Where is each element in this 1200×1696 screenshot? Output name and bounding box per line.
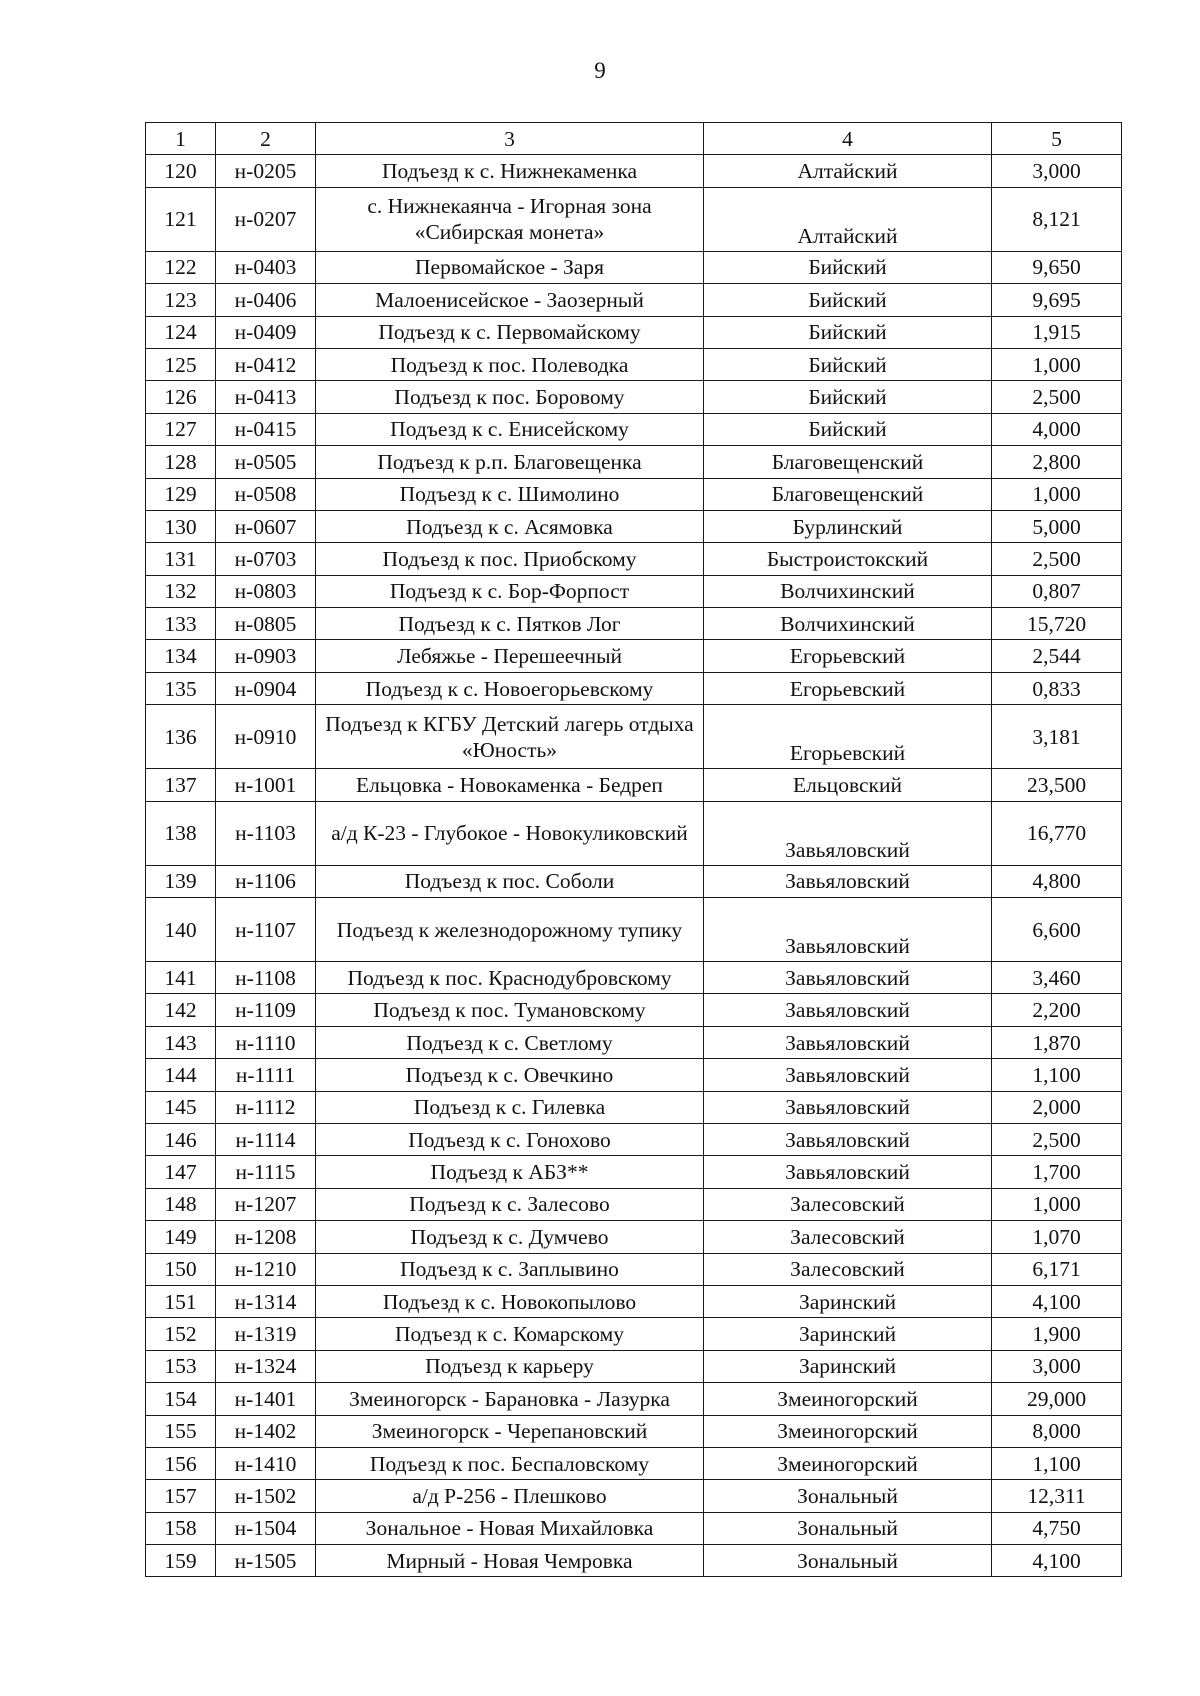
road-code-cell: н-1505 (216, 1545, 316, 1577)
road-name-cell: Подъезд к пос. Краснодубровскому (316, 962, 704, 994)
table-row (146, 316, 1122, 348)
district-cell: Заринский (704, 1285, 992, 1317)
table-row (146, 1221, 1122, 1253)
district-cell: Залесовский (704, 1221, 992, 1253)
road-name-cell: с. Нижнекаянча - Игорная зона «Сибирская монета» (316, 187, 704, 251)
length-cell: 6,171 (992, 1253, 1122, 1285)
table-row (146, 1156, 1122, 1188)
road-name-cell: Подъезд к пос. Полеводка (316, 348, 704, 380)
road-code-cell: н-0207 (216, 187, 316, 251)
district-cell: Залесовский (704, 1188, 992, 1220)
table-row (146, 1512, 1122, 1544)
table-row (146, 1383, 1122, 1415)
header-cell-5: 5 (992, 123, 1122, 155)
road-name-cell: Мирный - Новая Чемровка (316, 1545, 704, 1577)
table-row (146, 251, 1122, 283)
length-cell: 1,000 (992, 1188, 1122, 1220)
length-cell: 23,500 (992, 769, 1122, 801)
length-cell: 1,100 (992, 1447, 1122, 1479)
table-row (146, 1415, 1122, 1447)
table-row (146, 1026, 1122, 1058)
length-cell: 2,000 (992, 1091, 1122, 1123)
district-cell: Бийский (704, 348, 992, 380)
road-name-cell: Лебяжье - Перешеечный (316, 640, 704, 672)
length-cell: 1,000 (992, 478, 1122, 510)
road-code-cell: н-1103 (216, 801, 316, 865)
length-cell: 6,600 (992, 898, 1122, 962)
row-number-cell: 144 (146, 1059, 216, 1091)
row-number-cell: 133 (146, 608, 216, 640)
length-cell: 1,100 (992, 1059, 1122, 1091)
district-cell: Волчихинский (704, 575, 992, 607)
road-name-cell: Змеиногорск - Черепановский (316, 1415, 704, 1447)
district-cell: Ельцовский (704, 769, 992, 801)
road-code-cell: н-1109 (216, 994, 316, 1026)
road-name-cell: Подъезд к с. Думчево (316, 1221, 704, 1253)
length-cell: 8,000 (992, 1415, 1122, 1447)
road-code-cell: н-0508 (216, 478, 316, 510)
district-cell: Бийский (704, 284, 992, 316)
district-cell: Зональный (704, 1512, 992, 1544)
length-cell: 1,870 (992, 1026, 1122, 1058)
district-cell: Заринский (704, 1350, 992, 1382)
district-cell: Благовещенский (704, 446, 992, 478)
length-cell: 29,000 (992, 1383, 1122, 1415)
row-number-cell: 130 (146, 510, 216, 542)
row-number-cell: 139 (146, 865, 216, 897)
road-name-cell: Подъезд к пос. Соболи (316, 865, 704, 897)
road-code-cell: н-1112 (216, 1091, 316, 1123)
district-cell: Завьяловский (704, 1091, 992, 1123)
row-number-cell: 154 (146, 1383, 216, 1415)
table-row (146, 865, 1122, 897)
row-number-cell: 143 (146, 1026, 216, 1058)
length-cell: 1,000 (992, 348, 1122, 380)
table-row (146, 155, 1122, 187)
header-row (146, 123, 1122, 155)
road-code-cell: н-1208 (216, 1221, 316, 1253)
row-number-cell: 120 (146, 155, 216, 187)
length-cell: 4,100 (992, 1545, 1122, 1577)
length-cell: 15,720 (992, 608, 1122, 640)
road-name-cell: Зональное - Новая Михайловка (316, 1512, 704, 1544)
road-name-cell: Подъезд к с. Шимолино (316, 478, 704, 510)
road-name-cell: Подъезд к с. Светлому (316, 1026, 704, 1058)
road-code-cell: н-1319 (216, 1318, 316, 1350)
road-code-cell: н-0406 (216, 284, 316, 316)
table-row (146, 510, 1122, 542)
table-row (146, 1350, 1122, 1382)
length-cell: 1,070 (992, 1221, 1122, 1253)
row-number-cell: 132 (146, 575, 216, 607)
length-cell: 3,000 (992, 1350, 1122, 1382)
length-cell: 1,900 (992, 1318, 1122, 1350)
road-code-cell: н-0505 (216, 446, 316, 478)
table-row (146, 1447, 1122, 1479)
road-name-cell: Подъезд к с. Первомайскому (316, 316, 704, 348)
page-number: 9 (594, 58, 606, 83)
district-cell: Залесовский (704, 1253, 992, 1285)
row-number-cell: 128 (146, 446, 216, 478)
table-row (146, 962, 1122, 994)
district-cell: Быстроистокский (704, 543, 992, 575)
road-name-cell: Подъезд к КГБУ Детский лагерь отдыха «Юность» (316, 705, 704, 769)
row-number-cell: 146 (146, 1123, 216, 1155)
table-row (146, 1059, 1122, 1091)
row-number-cell: 127 (146, 413, 216, 445)
road-name-cell: Подъезд к с. Гилевка (316, 1091, 704, 1123)
road-code-cell: н-1114 (216, 1123, 316, 1155)
length-cell: 0,833 (992, 672, 1122, 704)
length-cell: 1,700 (992, 1156, 1122, 1188)
road-code-cell: н-1107 (216, 898, 316, 962)
length-cell: 0,807 (992, 575, 1122, 607)
road-name-cell: Подъезд к с. Асямовка (316, 510, 704, 542)
road-name-cell: Змеиногорск - Барановка - Лазурка (316, 1383, 704, 1415)
length-cell: 2,200 (992, 994, 1122, 1026)
road-name-cell: Ельцовка - Новокаменка - Бедреп (316, 769, 704, 801)
district-cell: Завьяловский (704, 898, 992, 962)
road-code-cell: н-1324 (216, 1350, 316, 1382)
road-name-cell: Подъезд к пос. Беспаловскому (316, 1447, 704, 1479)
length-cell: 2,800 (992, 446, 1122, 478)
road-name-cell: Малоенисейское - Заозерный (316, 284, 704, 316)
district-cell: Змеиногорский (704, 1447, 992, 1479)
roads-table (145, 122, 1122, 1577)
row-number-cell: 155 (146, 1415, 216, 1447)
length-cell: 4,000 (992, 413, 1122, 445)
road-name-cell: Подъезд к с. Овечкино (316, 1059, 704, 1091)
district-cell: Заринский (704, 1318, 992, 1350)
header-cell-1: 1 (146, 123, 216, 155)
district-cell: Зональный (704, 1480, 992, 1512)
road-name-cell: Подъезд к с. Новокопылово (316, 1285, 704, 1317)
road-name-cell: Подъезд к с. Гонохово (316, 1123, 704, 1155)
district-cell: Бийский (704, 413, 992, 445)
table-row (146, 801, 1122, 865)
road-name-cell: Подъезд к р.п. Благовещенка (316, 446, 704, 478)
road-code-cell: н-0413 (216, 381, 316, 413)
road-name-cell: Подъезд к пос. Боровому (316, 381, 704, 413)
road-code-cell: н-1110 (216, 1026, 316, 1058)
road-name-cell: Подъезд к пос. Приобскому (316, 543, 704, 575)
row-number-cell: 157 (146, 1480, 216, 1512)
road-name-cell: Подъезд к с. Залесово (316, 1188, 704, 1220)
row-number-cell: 149 (146, 1221, 216, 1253)
row-number-cell: 125 (146, 348, 216, 380)
row-number-cell: 131 (146, 543, 216, 575)
row-number-cell: 124 (146, 316, 216, 348)
row-number-cell: 153 (146, 1350, 216, 1382)
table-row (146, 898, 1122, 962)
district-cell: Завьяловский (704, 801, 992, 865)
length-cell: 2,500 (992, 381, 1122, 413)
road-code-cell: н-0205 (216, 155, 316, 187)
table-row (146, 1123, 1122, 1155)
table-row (146, 1253, 1122, 1285)
district-cell: Алтайский (704, 187, 992, 251)
table-row (146, 187, 1122, 251)
road-name-cell: Подъезд к с. Пятков Лог (316, 608, 704, 640)
road-code-cell: н-1314 (216, 1285, 316, 1317)
district-cell: Егорьевский (704, 640, 992, 672)
road-code-cell: н-0703 (216, 543, 316, 575)
road-code-cell: н-1115 (216, 1156, 316, 1188)
district-cell: Бийский (704, 381, 992, 413)
length-cell: 4,750 (992, 1512, 1122, 1544)
district-cell: Завьяловский (704, 1059, 992, 1091)
road-code-cell: н-0403 (216, 251, 316, 283)
road-name-cell: Подъезд к пос. Тумановскому (316, 994, 704, 1026)
district-cell: Алтайский (704, 155, 992, 187)
table-row (146, 348, 1122, 380)
district-cell: Зональный (704, 1545, 992, 1577)
district-cell: Завьяловский (704, 1156, 992, 1188)
district-cell: Змеиногорский (704, 1383, 992, 1415)
district-cell: Завьяловский (704, 865, 992, 897)
row-number-cell: 158 (146, 1512, 216, 1544)
road-code-cell: н-0910 (216, 705, 316, 769)
length-cell: 2,544 (992, 640, 1122, 672)
table-row (146, 640, 1122, 672)
road-name-cell: Подъезд к с. Комарскому (316, 1318, 704, 1350)
length-cell: 4,100 (992, 1285, 1122, 1317)
length-cell: 5,000 (992, 510, 1122, 542)
length-cell: 16,770 (992, 801, 1122, 865)
table-row (146, 769, 1122, 801)
table-row (146, 1480, 1122, 1512)
road-code-cell: н-0409 (216, 316, 316, 348)
table-row (146, 1285, 1122, 1317)
road-code-cell: н-1001 (216, 769, 316, 801)
row-number-cell: 129 (146, 478, 216, 510)
table-row (146, 705, 1122, 769)
length-cell: 3,460 (992, 962, 1122, 994)
district-cell: Благовещенский (704, 478, 992, 510)
road-code-cell: н-1108 (216, 962, 316, 994)
row-number-cell: 136 (146, 705, 216, 769)
table-row (146, 1318, 1122, 1350)
district-cell: Волчихинский (704, 608, 992, 640)
road-code-cell: н-0607 (216, 510, 316, 542)
district-cell: Змеиногорский (704, 1415, 992, 1447)
length-cell: 3,181 (992, 705, 1122, 769)
road-name-cell: Подъезд к АБЗ** (316, 1156, 704, 1188)
row-number-cell: 126 (146, 381, 216, 413)
road-code-cell: н-1401 (216, 1383, 316, 1415)
road-name-cell: Подъезд к железнодорожному тупику (316, 898, 704, 962)
table-row (146, 543, 1122, 575)
road-name-cell: Подъезд к с. Заплывино (316, 1253, 704, 1285)
table-row (146, 413, 1122, 445)
table-row (146, 1188, 1122, 1220)
road-code-cell: н-1402 (216, 1415, 316, 1447)
road-name-cell: Подъезд к карьеру (316, 1350, 704, 1382)
road-code-cell: н-0415 (216, 413, 316, 445)
length-cell: 1,915 (992, 316, 1122, 348)
row-number-cell: 137 (146, 769, 216, 801)
table-row (146, 1091, 1122, 1123)
row-number-cell: 142 (146, 994, 216, 1026)
row-number-cell: 145 (146, 1091, 216, 1123)
road-name-cell: Подъезд к с. Бор-Форпост (316, 575, 704, 607)
row-number-cell: 159 (146, 1545, 216, 1577)
road-code-cell: н-0903 (216, 640, 316, 672)
row-number-cell: 138 (146, 801, 216, 865)
road-name-cell: Подъезд к с. Енисейскому (316, 413, 704, 445)
row-number-cell: 151 (146, 1285, 216, 1317)
district-cell: Завьяловский (704, 994, 992, 1026)
length-cell: 9,695 (992, 284, 1122, 316)
road-name-cell: Первомайское - Заря (316, 251, 704, 283)
row-number-cell: 140 (146, 898, 216, 962)
header-cell-2: 2 (216, 123, 316, 155)
road-code-cell: н-1207 (216, 1188, 316, 1220)
row-number-cell: 123 (146, 284, 216, 316)
district-cell: Бийский (704, 251, 992, 283)
road-code-cell: н-0412 (216, 348, 316, 380)
district-cell: Бийский (704, 316, 992, 348)
length-cell: 8,121 (992, 187, 1122, 251)
table-row (146, 672, 1122, 704)
table-row (146, 575, 1122, 607)
row-number-cell: 135 (146, 672, 216, 704)
road-code-cell: н-1410 (216, 1447, 316, 1479)
table-row (146, 478, 1122, 510)
table-row (146, 381, 1122, 413)
row-number-cell: 134 (146, 640, 216, 672)
length-cell: 2,500 (992, 1123, 1122, 1155)
length-cell: 4,800 (992, 865, 1122, 897)
row-number-cell: 141 (146, 962, 216, 994)
road-name-cell: Подъезд к с. Новоегорьевскому (316, 672, 704, 704)
row-number-cell: 152 (146, 1318, 216, 1350)
table-body (146, 155, 1122, 1577)
table-row (146, 446, 1122, 478)
length-cell: 12,311 (992, 1480, 1122, 1512)
road-code-cell: н-1502 (216, 1480, 316, 1512)
length-cell: 3,000 (992, 155, 1122, 187)
district-cell: Егорьевский (704, 672, 992, 704)
road-name-cell: Подъезд к с. Нижнекаменка (316, 155, 704, 187)
road-code-cell: н-0803 (216, 575, 316, 607)
row-number-cell: 156 (146, 1447, 216, 1479)
table-row (146, 1545, 1122, 1577)
length-cell: 9,650 (992, 251, 1122, 283)
row-number-cell: 122 (146, 251, 216, 283)
road-code-cell: н-1504 (216, 1512, 316, 1544)
district-cell: Завьяловский (704, 962, 992, 994)
row-number-cell: 150 (146, 1253, 216, 1285)
district-cell: Бурлинский (704, 510, 992, 542)
road-code-cell: н-1111 (216, 1059, 316, 1091)
table-row (146, 284, 1122, 316)
road-name-cell: а/д К-23 - Глубокое - Новокуликовский (316, 801, 704, 865)
road-code-cell: н-0805 (216, 608, 316, 640)
road-name-cell: а/д Р-256 - Плешково (316, 1480, 704, 1512)
district-cell: Завьяловский (704, 1026, 992, 1058)
header-cell-4: 4 (704, 123, 992, 155)
header-cell-3: 3 (316, 123, 704, 155)
district-cell: Егорьевский (704, 705, 992, 769)
row-number-cell: 147 (146, 1156, 216, 1188)
table-row (146, 994, 1122, 1026)
length-cell: 2,500 (992, 543, 1122, 575)
road-code-cell: н-1210 (216, 1253, 316, 1285)
row-number-cell: 121 (146, 187, 216, 251)
district-cell: Завьяловский (704, 1123, 992, 1155)
row-number-cell: 148 (146, 1188, 216, 1220)
road-code-cell: н-0904 (216, 672, 316, 704)
road-code-cell: н-1106 (216, 865, 316, 897)
table-row (146, 608, 1122, 640)
